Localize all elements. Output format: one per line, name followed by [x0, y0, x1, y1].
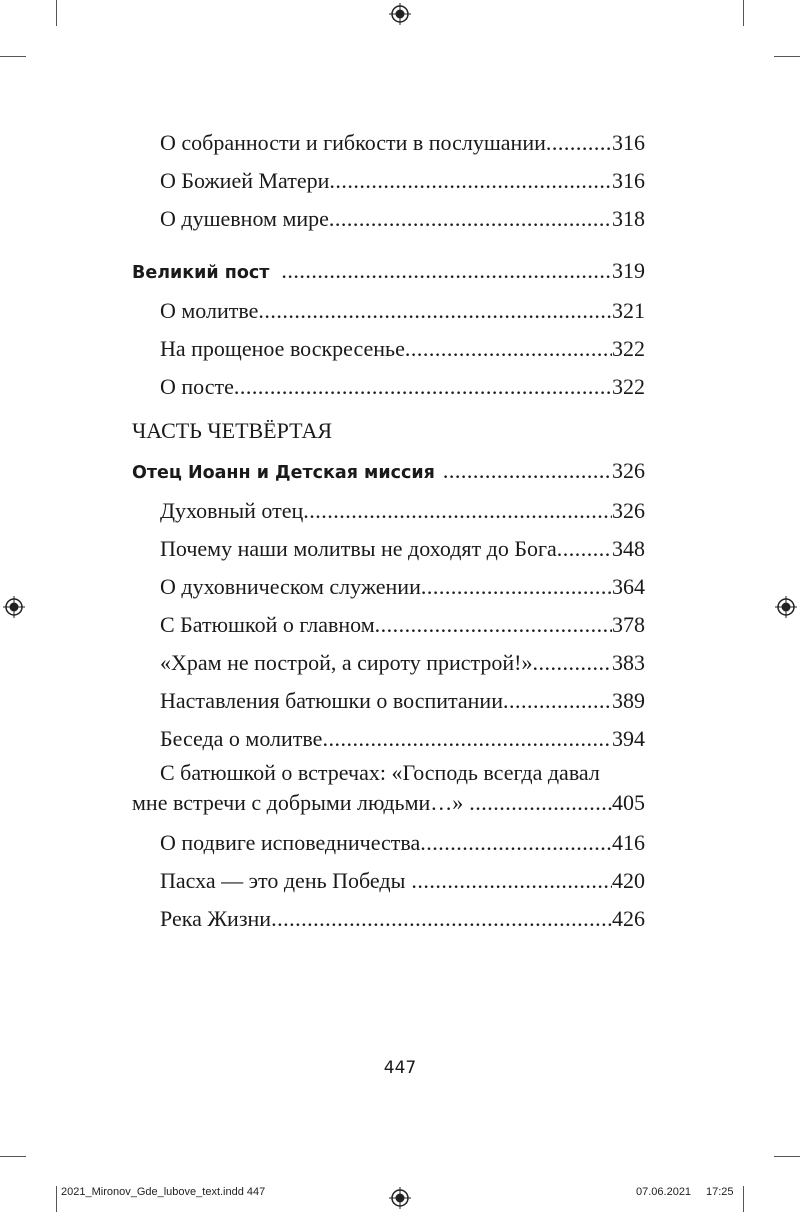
toc-leader-dots	[329, 162, 612, 200]
toc-entry-page: 394	[612, 726, 645, 751]
toc-entry-page: 378	[612, 612, 645, 637]
toc-entry-title: О посте	[160, 374, 234, 399]
toc-entry	[132, 530, 645, 568]
toc-leader-dots	[303, 492, 612, 530]
toc-entry-title: Река Жизни	[160, 906, 272, 931]
toc-section	[132, 452, 645, 492]
toc-entry-title: Беседа о молитве	[160, 726, 323, 751]
crop-mark-top-left	[56, 0, 57, 26]
toc-entry-title-line1: С батюшкой о встречах: «Господь всегда давал	[160, 760, 600, 785]
toc-entry	[132, 606, 645, 644]
toc-entry-page: 316	[612, 168, 645, 193]
toc-entry-page: 405	[612, 790, 645, 815]
toc-entry	[132, 824, 645, 862]
part-heading: ЧАСТЬ ЧЕТВЁРТАЯ	[132, 418, 333, 443]
toc-entry-title: Духовный отец	[160, 498, 304, 523]
toc-section	[132, 252, 645, 292]
toc-leader-dots	[533, 644, 613, 682]
toc-entry-page: 383	[612, 650, 645, 675]
toc-leader-dots	[420, 824, 612, 862]
toc-leader-dots	[329, 200, 612, 238]
crop-mark-bottom-right	[743, 1186, 744, 1212]
toc-entry	[132, 492, 645, 530]
toc-entry-page: 364	[612, 574, 645, 599]
page-number: 447	[383, 1058, 417, 1078]
toc-entry-page: 389	[612, 688, 645, 713]
toc-leader-dots	[234, 368, 612, 406]
toc-entry-title: О духовническом служении	[160, 574, 421, 599]
toc-section-title: Великий пост	[132, 263, 270, 283]
toc-entry	[132, 124, 645, 162]
toc-entry-page: 322	[612, 336, 645, 361]
toc-leader-dots	[421, 568, 612, 606]
crop-mark-bottom-left	[56, 1186, 57, 1212]
toc-leader-dots	[443, 452, 612, 490]
crop-mark-left-top	[0, 56, 26, 57]
toc-entry	[132, 720, 645, 758]
toc-entry-title-line2: мне встречи с добрыми людьми…»	[132, 790, 464, 815]
toc-entry-page: 321	[612, 298, 645, 323]
toc-entry-multiline	[132, 758, 645, 818]
slug-date: 07.06.2021	[636, 1186, 692, 1198]
registration-mark-icon	[3, 596, 25, 618]
toc-entry-page: 316	[612, 130, 645, 155]
toc-entry-page: 426	[612, 906, 645, 931]
crop-mark-left-bottom	[0, 1156, 26, 1157]
registration-mark-icon	[775, 596, 797, 618]
toc-leader-dots	[375, 606, 612, 644]
toc-section-page: 326	[612, 458, 645, 483]
toc-entry-page: 322	[612, 374, 645, 399]
crop-mark-top-right	[743, 0, 744, 26]
toc-leader-dots	[557, 530, 612, 568]
toc-leader-dots	[258, 292, 612, 330]
toc-leader-dots	[322, 720, 612, 758]
registration-mark-icon	[389, 1187, 411, 1209]
toc-entry	[132, 330, 645, 368]
toc-leader-dots	[503, 682, 612, 720]
toc-entry-page: 318	[612, 206, 645, 231]
toc-entry-page: 420	[612, 868, 645, 893]
toc-entry	[132, 200, 645, 238]
toc-entry-title: О подвиге исповедничества	[160, 830, 421, 855]
toc-leader-dots	[469, 788, 612, 818]
slug-time: 17:25	[706, 1186, 734, 1198]
toc-entry	[132, 368, 645, 406]
slug-filename: 2021_Mironov_Gde_lubove_text.indd 447	[61, 1186, 266, 1198]
toc-entry-title: Почему наши молитвы не доходят до Бога	[160, 536, 557, 561]
toc-entry	[132, 568, 645, 606]
toc-entry-page: 416	[612, 830, 645, 855]
toc-entry-title: На прощеное воскресенье	[160, 336, 405, 361]
toc-entry	[132, 900, 645, 938]
table-of-contents	[132, 124, 645, 938]
toc-entry-title: Пасха — это день Победы	[160, 868, 406, 893]
toc-entry	[132, 162, 645, 200]
toc-entry-title: О молитве	[160, 298, 259, 323]
toc-entry-title: С Батюшкой о главном	[160, 612, 375, 637]
toc-section-title: Отец Иоанн и Детская миссия	[132, 463, 435, 483]
toc-entry-page: 348	[612, 536, 645, 561]
toc-leader-dots	[405, 330, 612, 368]
toc-entry-title: «Храм не построй, а сироту пристрой!»	[160, 650, 533, 675]
toc-entry-page: 326	[612, 498, 645, 523]
toc-leader-dots	[271, 900, 612, 938]
toc-section-page: 319	[612, 258, 645, 283]
toc-entry	[132, 862, 645, 900]
toc-entry-title: О душевном мире	[160, 206, 329, 231]
toc-entry	[132, 292, 645, 330]
crop-mark-right-bottom	[774, 1156, 800, 1157]
toc-entry	[132, 682, 645, 720]
toc-entry-title: О собранности и гибкости в послушании	[160, 130, 546, 155]
registration-mark-icon	[389, 3, 411, 25]
toc-entry-title: Наставления батюшки о воспитании	[160, 688, 503, 713]
toc-leader-dots	[411, 862, 612, 900]
toc-leader-dots	[546, 124, 612, 162]
toc-leader-dots	[281, 252, 612, 290]
toc-entry	[132, 644, 645, 682]
crop-mark-right-top	[774, 56, 800, 57]
toc-entry-title: О Божией Матери	[160, 168, 330, 193]
